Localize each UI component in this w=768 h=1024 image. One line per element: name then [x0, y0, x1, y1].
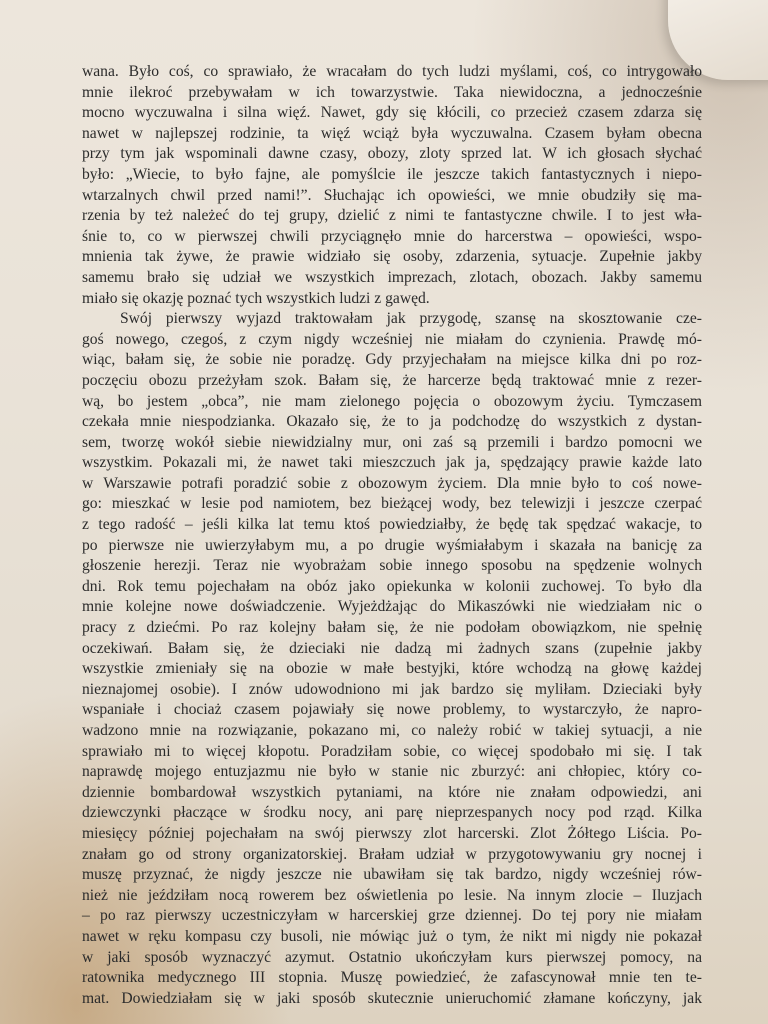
text-line: czekała mnie niespodzianka. Okazało się, że to ja podchodzę do wszystkich z dystan-: [82, 413, 702, 431]
text-line: miało się okazję poznać tych wszystkich ludzi z gawęd.: [82, 289, 430, 307]
text-line: śnie to, co w pierwszej chwili przyciągnęło mnie do harcerstwa – opowieści, wspo-: [82, 227, 702, 245]
text-line: mnie kolejne nowe doświadczenie. Wyjeżdżając do Mikaszówki nie wiedziałam nic o: [82, 598, 702, 616]
text-line: oczekiwań. Bałam się, że dzieciaki nie dadzą mi żadnych szans (zupełnie jakby: [82, 639, 702, 657]
text-line: mocno wyczuwalna i silna więź. Nawet, gdy się kłócili, co przecież czasem zdarza się: [82, 104, 702, 122]
text-line: ratownika medycznego III stopnia. Muszę powiedzieć, że zafascynował mnie ten te-: [82, 969, 702, 987]
text-line: nieznajomej osobie). I znów udowodniono mi jak bardzo się myliłam. Dzieciaki były: [82, 680, 702, 698]
text-line: wszystkim. Pokazali mi, że nawet taki mieszczuch jak ja, spędzający prawie każde lato: [82, 454, 702, 472]
body-text: [82, 62, 702, 1009]
text-line: wtarzalnych chwil przed nami!”. Słuchając ich opowieści, we mnie obudziły się ma-: [82, 186, 702, 204]
text-line: nież nie jeździłam nocą rowerem bez oświetlenia po lesie. Na innym zlocie – Iluzjach: [82, 886, 702, 904]
text-line: dziewczynki płaczące w środku nocy, ani parę nieprzespanych nocy pod rząd. Kilka: [82, 804, 702, 822]
text-line: wana. Było coś, co sprawiało, że wracałam do tych ludzi myślami, coś, co intrygowało: [82, 63, 702, 80]
text-line: przy tym jak wspominali dawne czasy, obozy, zloty sprzed lat. W ich głosach słychać: [82, 145, 702, 163]
text-line: mat. Dowiedziałam się w jaki sposób skutecznie unieruchomić złamane kończyny, jak: [82, 989, 702, 1007]
text-line: wszystkie zmieniały się na obozie w małe bestyjki, które wchodzą na głowę każdej: [82, 660, 702, 678]
text-line: – po raz pierwszy uczestniczyłam w harcerskiej grze dziennej. Do tej pory nie miałam: [82, 907, 702, 925]
text-line: muszę przyznać, że nigdy jeszcze nie ubawiłam się tak bardzo, nigdy wcześniej rów-: [82, 866, 702, 884]
text-line: wą, bo jestem „obca”, nie mam zielonego pojęcia o obozowym życiu. Tymczasem: [82, 392, 702, 410]
text-line: goś nowego, czegoś, z czym nigdy wcześniej nie miałam do czynienia. Prawdę mó-: [82, 330, 702, 348]
text-line: dziennie bombardował wszystkich pytaniami, na które nie znałam odpowiedzi, ani: [82, 783, 702, 801]
text-line: po pierwsze nie uwierzyłabym mu, a po drugie wyśmiałabym i skazała na banicję za: [82, 536, 702, 554]
text-line: nawet w ręku kompasu czy busoli, nie mówiąc już o tym, że nikt mi nigdy nie pokazał: [82, 927, 702, 945]
text-line: w jaki sposób wyznaczyć azymut. Ostatnio ukończyłam kurs pierwszej pomocy, na: [82, 948, 702, 966]
text-line: wadzono mnie na rozwiązanie, pokazano mi, co należy robić w takiej sytuacji, a nie: [82, 722, 702, 739]
text-line: z tego radość – jeśli kilka lat temu ktoś powiedziałby, że będę tak spędzać wakacje, to: [82, 516, 702, 534]
text-line: Swój pierwszy wyjazd traktowałam jak przygodę, szansę na skosztowanie cze-: [120, 310, 702, 328]
text-line: sprawiało mi to więcej kłopotu. Poradziłam sobie, co więcej spodobało mi się. I tak: [82, 742, 702, 760]
text-line: pracy z dziećmi. Po raz kolejny bałam się, że nie podołam obowiązkom, nie spełnię: [82, 619, 702, 637]
text-line: nawet w najlepszej rodzinie, ta więź wciąż była wyczuwalna. Czasem byłam obecna: [82, 124, 702, 142]
text-line: głoszenie herezji. Teraz nie wyobrażam sobie innego sposobu na spędzenie wolnych: [82, 557, 702, 575]
text-line: samemu brało się udział we wszystkich imprezach, zlotach, obozach. Jakby samemu: [82, 268, 702, 286]
text-line: było: „Wiecie, to było fajne, ale pomyślcie ile jeszcze takich fantastycznych i niepo-: [82, 165, 702, 183]
text-line: mnie ilekroć przebywałam w ich towarzystwie. Taka niewidoczna, a jednocześnie: [82, 83, 702, 101]
text-line: znałam go od strony organizatorskiej. Brałam udział w przygotowywaniu gry nocnej i: [82, 845, 702, 863]
text-line: poczęciu obozu przeżyłam szok. Bałam się, że harcerze będą traktować mnie z rezer-: [82, 371, 702, 389]
text-line: dni. Rok temu pojechałam na obóz jako opiekunka w kolonii zuchowej. To było dla: [82, 577, 702, 595]
text-line: w Warszawie potrafi poradzić sobie z obozowym życiem. Dla mnie było to coś nowe-: [82, 474, 702, 492]
text-line: naprawdę mojego entuzjazmu nie było w stanie nic zburzyć: ani chłopiec, który co-: [82, 763, 702, 781]
text-line: sem, tworzę wokół siebie niewidzialny mur, oni zaś są przemili i bardzo pomocni we: [82, 433, 702, 451]
text-line: wiąc, bałam się, że sobie nie poradzę. Gdy przyjechałam na miejsce kilka dni po roz-: [82, 351, 702, 369]
text-line: mnienia tak żywe, że prawie widziało się osoby, zdarzenia, sytuacje. Zupełnie jakby: [82, 248, 702, 266]
text-line: rzenia by też należeć do tej grupy, dzielić z nimi te fantastyczne chwile. I to jest wła-: [82, 207, 702, 225]
text-line: miesięcy później pojechałam na swój pierwszy zlot harcerski. Zlot Żółtego Liścia. Po-: [82, 824, 702, 842]
text-line: wspaniałe i chociaż czasem pojawiały się nowe problemy, to wystarczyło, że napro-: [82, 701, 702, 719]
text-line: go: mieszkać w lesie pod namiotem, bez bieżącej wody, bez telewizji i jeszcze czerpać: [82, 495, 702, 513]
